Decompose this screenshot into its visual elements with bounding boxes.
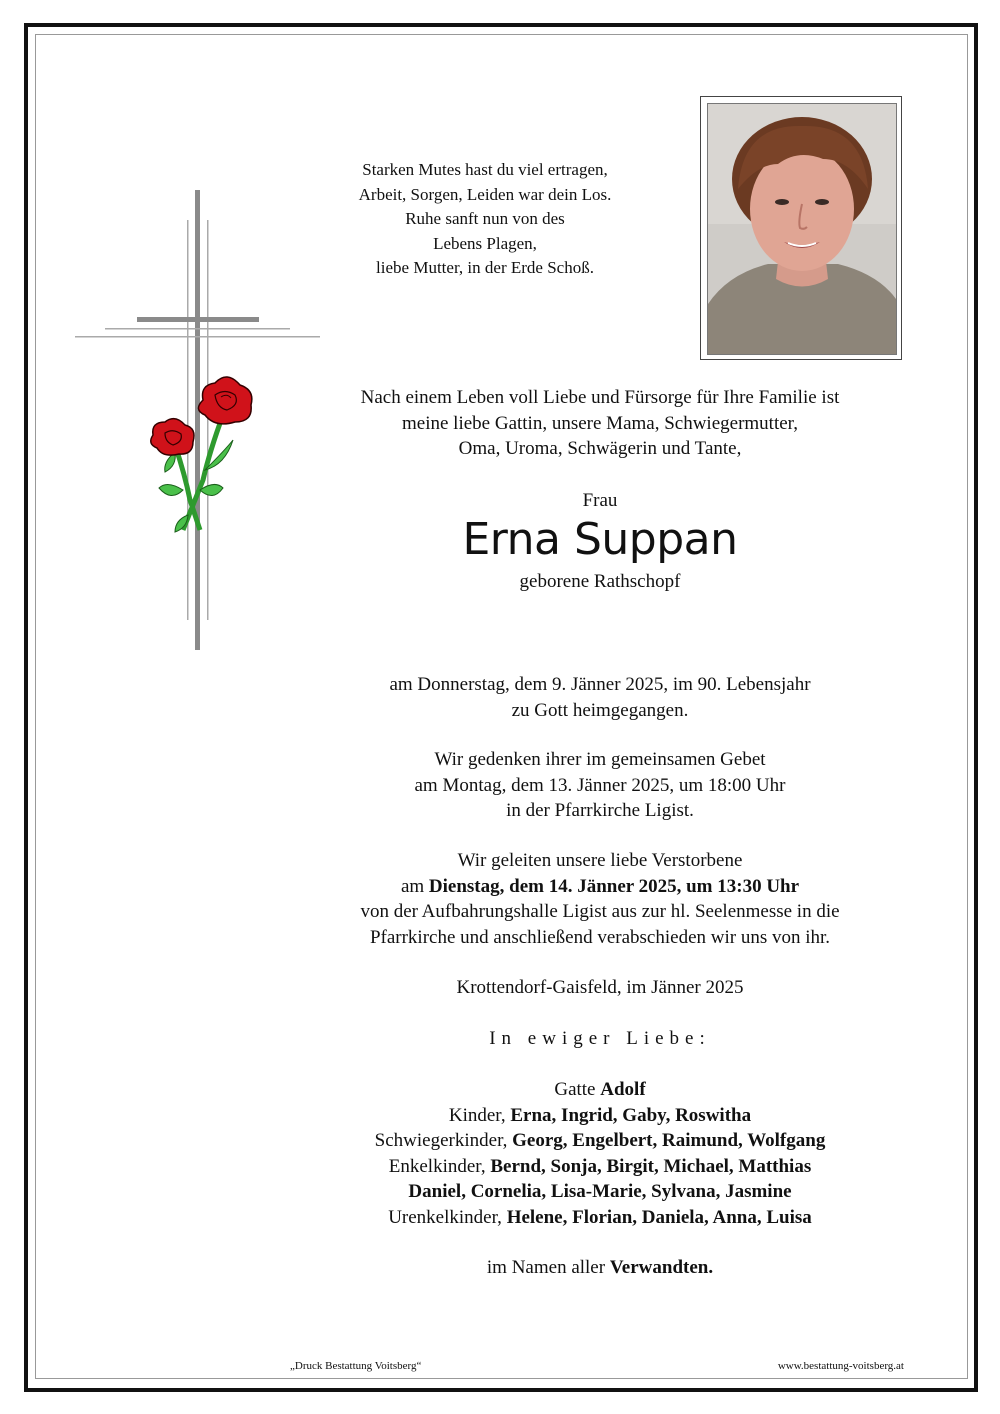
family-names: Daniel, Cornelia, Lisa-Marie, Sylvana, Jasmine (408, 1181, 792, 1202)
intro-text (300, 385, 900, 462)
family-label: Gatte (554, 1079, 601, 1100)
funeral-line: Pfarrkirche und anschließend verabschieden wir uns von ihr. (369, 926, 831, 948)
funeral-notice (300, 848, 900, 950)
birth-name: geborene Rathschopf (519, 571, 681, 592)
place-date: Krottendorf-Gaisfeld, im Jänner 2025 (456, 977, 744, 998)
family-line (300, 1128, 900, 1154)
family-line (300, 1077, 900, 1103)
intro-line: Nach einem Leben voll Liebe und Fürsorge für Ihre Familie ist (360, 387, 840, 408)
poem-line: liebe Mutter, in der Erde Schoß. (376, 258, 594, 277)
prayer-line: in der Pfarrkirche Ligist. (506, 800, 694, 821)
poem-line: Arbeit, Sorgen, Leiden war dein Los. (358, 184, 612, 204)
family-names: Adolf (600, 1079, 646, 1100)
funeral-line: Wir geleiten unsere liebe Verstorbene (457, 850, 743, 871)
family-label: Schwiegerkinder, (374, 1130, 513, 1151)
death-line: zu Gott heimgegangen. (511, 699, 689, 721)
death-line: am Donnerstag, dem 9. Jänner 2025, im 90. Lebensjahr (389, 674, 811, 695)
family-line (300, 1205, 900, 1231)
funeral-line (300, 874, 900, 900)
family-label: Kinder, (448, 1104, 511, 1126)
intro-line: meine liebe Gattin, unsere Mama, Schwiegermutter, (402, 412, 798, 434)
family-line (300, 1103, 900, 1129)
salutation: Frau (582, 490, 618, 511)
family-line (300, 1154, 900, 1180)
prayer-line: Wir gedenken ihrer im gemeinsamen Gebet (434, 749, 766, 770)
funeral-datetime: Dienstag, dem 14. Jänner 2025, um 13:30 Uhr (428, 875, 800, 897)
poem-line: Ruhe sanft nun von des (405, 209, 565, 228)
rose-icon (198, 377, 251, 424)
family-line (300, 1179, 900, 1205)
family-list (300, 1077, 900, 1230)
closing-prefix: im Namen aller (486, 1257, 610, 1278)
footer-website[interactable]: www.bestattung-voitsberg.at (777, 1360, 904, 1372)
death-notice (300, 672, 900, 723)
poem-line: Lebens Plagen, (433, 233, 537, 253)
family-names: Helene, Florian, Daniela, Anna, Luisa (506, 1206, 812, 1228)
family-names: Erna, Ingrid, Gaby, Roswitha (510, 1104, 752, 1126)
family-names: Bernd, Sonja, Birgit, Michael, Matthias (490, 1155, 812, 1177)
funeral-prefix: am (400, 875, 429, 897)
funeral-line: von der Aufbahrungshalle Ligist aus zur hl. Seelenmesse in die (360, 901, 840, 922)
poem (300, 158, 670, 281)
family-label: Enkelkinder, (388, 1155, 491, 1177)
prayer-notice (300, 747, 900, 824)
portrait-photo (707, 103, 897, 355)
family-names: Georg, Engelbert, Raimund, Wolfgang (512, 1130, 826, 1151)
portrait-image (708, 104, 896, 354)
closing-line (300, 1255, 900, 1281)
family-label: Urenkelkinder, (388, 1206, 507, 1228)
eternal-love-heading: In ewiger Liebe: (489, 1028, 711, 1049)
closing-bold: Verwandten. (609, 1257, 714, 1278)
cross-with-roses-icon (75, 190, 325, 655)
deceased-name: Erna Suppan (462, 514, 738, 565)
portrait-photo-frame (700, 96, 902, 360)
prayer-line: am Montag, dem 13. Jänner 2025, um 18:00 Uhr (414, 774, 786, 796)
poem-line: Starken Mutes hast du viel ertragen, (362, 160, 608, 179)
intro-line: Oma, Uroma, Schwägerin und Tante, (458, 438, 742, 459)
footer-printer: „Druck Bestattung Voitsberg“ (290, 1360, 422, 1372)
